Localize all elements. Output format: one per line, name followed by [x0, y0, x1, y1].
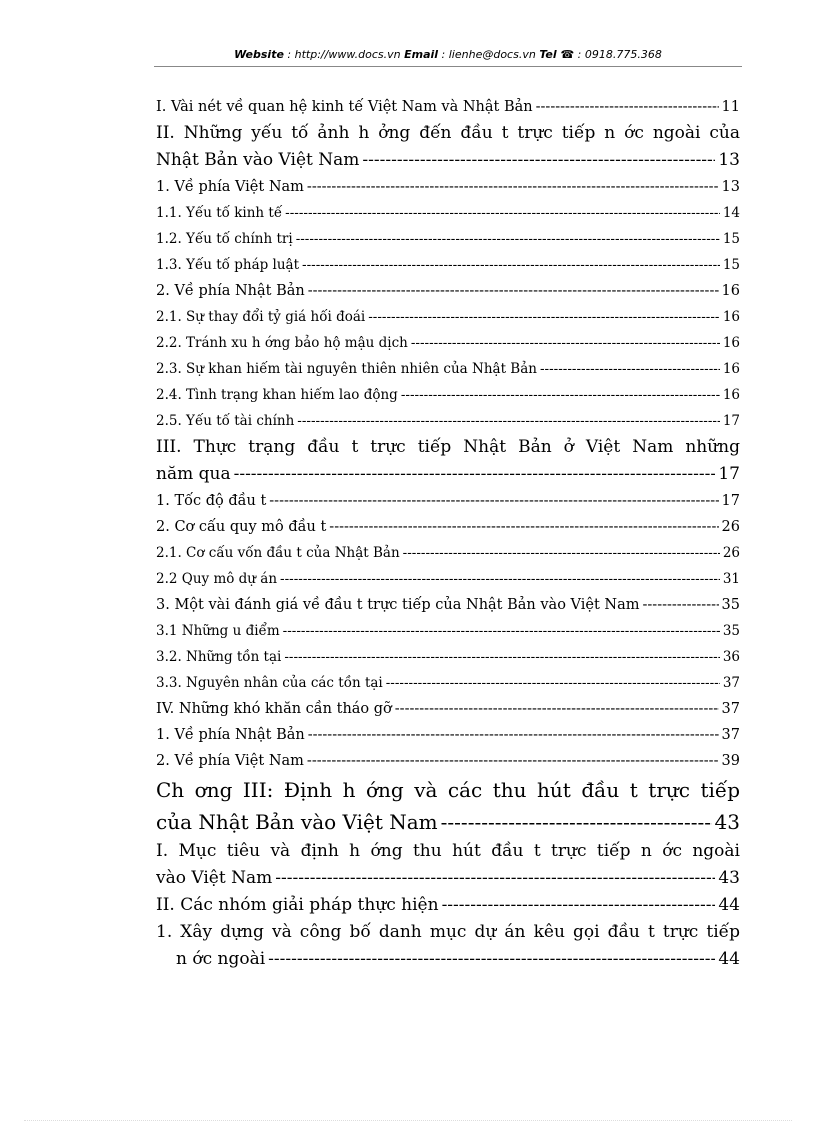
toc-entry	[156, 696, 740, 722]
email-label: Email	[404, 48, 439, 61]
toc-entry-page: 35	[722, 623, 740, 639]
toc-entry-page: 16	[722, 387, 740, 403]
toc-leader	[308, 722, 719, 748]
toc-leader	[395, 696, 719, 722]
toc-entry-title: 1. Tốc độ đầu t	[156, 493, 267, 509]
toc-leader	[296, 226, 720, 252]
toc-entry	[156, 200, 740, 226]
toc-entry	[156, 670, 740, 696]
toc-entry	[156, 946, 740, 973]
toc-entry	[156, 330, 740, 356]
toc-entry-title: I. Vài nét về quan hệ kinh tế Việt Nam và Nhật Bản	[156, 99, 533, 115]
toc-entry-page: 16	[722, 335, 740, 351]
toc-leader	[329, 514, 718, 540]
toc-entry	[156, 865, 740, 892]
toc-leader	[234, 461, 716, 488]
toc-entry-title: 2.1. Sự thay đổi tỷ giá hối đoái	[156, 309, 366, 325]
toc-leader	[362, 147, 715, 174]
toc-entry-page: 15	[722, 257, 740, 273]
toc-entry-page: 17	[718, 464, 740, 484]
toc-entry	[156, 252, 740, 278]
toc-leader	[386, 670, 720, 696]
toc-entry-title: 1.2. Yếu tố chính trị	[156, 231, 293, 247]
bottom-border	[24, 1120, 792, 1121]
toc-entry	[156, 174, 740, 200]
email-value: : lienhe@docs.vn	[438, 48, 540, 61]
toc-entry-title: 1. Về phía Nhật Bản	[156, 727, 305, 743]
toc-entry	[156, 748, 740, 774]
toc-entry	[156, 304, 740, 330]
toc-entry-title: IV. Những khó khăn cần tháo gỡ	[156, 701, 392, 717]
toc-entry-page: 16	[722, 309, 740, 325]
toc-entry-title: 2.5. Yếu tố tài chính	[156, 413, 295, 429]
toc-entry-page: 43	[718, 868, 740, 888]
toc-leader	[441, 806, 712, 838]
website-value: : http://www.docs.vn	[283, 48, 405, 61]
toc-entry	[156, 514, 740, 540]
toc-entry-page: 14	[722, 205, 740, 221]
toc-entry	[156, 94, 740, 120]
toc-entry-line: 1. Xây dựng và công bố danh mục dự án kêu gọi đầu t trực tiếp	[156, 922, 740, 942]
page-header	[154, 48, 742, 61]
toc-entry-title: 2.3. Sự khan hiếm tài nguyên thiên nhiên của Nhật Bản	[156, 361, 537, 377]
toc-entry-line: II. Những yếu tố ảnh h ởng đến đầu t trực tiếp n ớc ngoài của	[156, 123, 740, 143]
toc-entry-page: 37	[721, 727, 740, 743]
toc-leader	[411, 330, 720, 356]
toc-entry-title: Nhật Bản vào Việt Nam	[156, 150, 360, 170]
toc-entry-title: 3. Một vài đánh giá về đầu t trực tiếp của Nhật Bản vào Việt Nam	[156, 597, 640, 613]
toc-entry-page: 17	[721, 493, 740, 509]
toc-leader	[401, 382, 720, 408]
toc-entry	[156, 892, 740, 919]
toc-leader	[280, 566, 720, 592]
toc-entry-page: 37	[722, 675, 740, 691]
toc-leader	[307, 174, 719, 200]
toc-leader	[403, 540, 720, 566]
toc-entry-line: I. Mục tiêu và định h ớng thu hút đầu t trực tiếp n ớc ngoài	[156, 841, 740, 861]
toc-entry-page: 44	[718, 949, 740, 969]
toc-entry	[156, 566, 740, 592]
toc-leader	[643, 592, 719, 618]
toc-entry-page: 26	[721, 519, 740, 535]
toc-entry-title: vào Việt Nam	[156, 868, 273, 888]
toc-entry	[156, 540, 740, 566]
toc-entry-title: 2.4. Tình trạng khan hiếm lao động	[156, 387, 398, 403]
toc-entry	[156, 806, 740, 838]
toc-entry	[156, 382, 740, 408]
toc-leader	[283, 618, 720, 644]
toc-leader	[285, 200, 720, 226]
toc-entry	[156, 278, 740, 304]
toc-entry-page: 17	[722, 413, 740, 429]
toc-entry	[156, 644, 740, 670]
toc-leader	[275, 865, 715, 892]
toc-entry-title: 2. Cơ cấu quy mô đầu t	[156, 519, 327, 535]
table-of-contents	[156, 94, 740, 973]
toc-entry-page: 35	[721, 597, 740, 613]
toc-entry-title: 3.2. Những tồn tại	[156, 649, 282, 665]
toc-entry-page: 44	[718, 895, 740, 915]
toc-leader	[368, 304, 720, 330]
toc-entry-title: 2.1. Cơ cấu vốn đầu t của Nhật Bản	[156, 545, 400, 561]
toc-entry-page: 11	[721, 99, 740, 115]
toc-leader	[536, 94, 719, 120]
toc-entry-page: 37	[721, 701, 740, 717]
toc-leader	[442, 892, 716, 919]
toc-entry-title: n ớc ngoài	[176, 949, 266, 969]
toc-entry-title: II. Các nhóm giải pháp thực hiện	[156, 895, 439, 915]
tel-value: : 0918.775.368	[574, 48, 662, 61]
toc-entry-title: 2. Về phía Việt Nam	[156, 753, 304, 769]
toc-entry-line: III. Thực trạng đầu t trực tiếp Nhật Bản ở Việt Nam những	[156, 437, 740, 457]
toc-entry	[156, 147, 740, 174]
toc-entry-page: 16	[721, 283, 740, 299]
toc-leader	[297, 408, 720, 434]
toc-leader	[307, 748, 719, 774]
toc-leader	[268, 946, 715, 973]
toc-leader	[302, 252, 720, 278]
toc-entry	[156, 722, 740, 748]
toc-entry-page: 39	[721, 753, 740, 769]
toc-entry-page: 15	[722, 231, 740, 247]
toc-entry-title: 1. Về phía Việt Nam	[156, 179, 304, 195]
toc-entry-title: năm qua	[156, 464, 231, 484]
toc-entry-page: 31	[722, 571, 740, 587]
toc-entry	[156, 461, 740, 488]
tel-label: Tel ☎	[539, 48, 575, 61]
toc-entry-page: 13	[721, 179, 740, 195]
toc-entry-page: 16	[722, 361, 740, 377]
toc-leader	[284, 644, 719, 670]
toc-entry	[156, 592, 740, 618]
toc-entry-page: 43	[714, 810, 740, 834]
website-label: Website	[234, 48, 284, 61]
toc-leader	[308, 278, 719, 304]
toc-entry-title: 2.2. Tránh xu h ớng bảo hộ mậu dịch	[156, 335, 408, 351]
header-rule	[154, 66, 742, 67]
toc-entry-page: 13	[718, 150, 740, 170]
toc-leader	[269, 488, 718, 514]
toc-entry	[156, 408, 740, 434]
toc-entry-title: 3.3. Nguyên nhân của các tồn tại	[156, 675, 383, 691]
toc-entry-title: 2.2 Quy mô dự án	[156, 571, 278, 587]
toc-entry-page: 36	[722, 649, 740, 665]
toc-entry	[156, 618, 740, 644]
toc-entry-page: 26	[722, 545, 740, 561]
toc-entry	[156, 488, 740, 514]
toc-leader	[540, 356, 720, 382]
toc-entry-title: của Nhật Bản vào Việt Nam	[156, 810, 438, 834]
toc-entry-title: 3.1 Những u điểm	[156, 623, 280, 639]
toc-entry-title: 1.3. Yếu tố pháp luật	[156, 257, 300, 273]
toc-entry	[156, 226, 740, 252]
toc-entry-line: Ch ơng III: Định h ớng và các thu hút đầu t trực tiếp	[156, 778, 740, 802]
toc-entry-title: 2. Về phía Nhật Bản	[156, 283, 305, 299]
toc-entry-title: 1.1. Yếu tố kinh tế	[156, 205, 283, 221]
toc-entry	[156, 356, 740, 382]
